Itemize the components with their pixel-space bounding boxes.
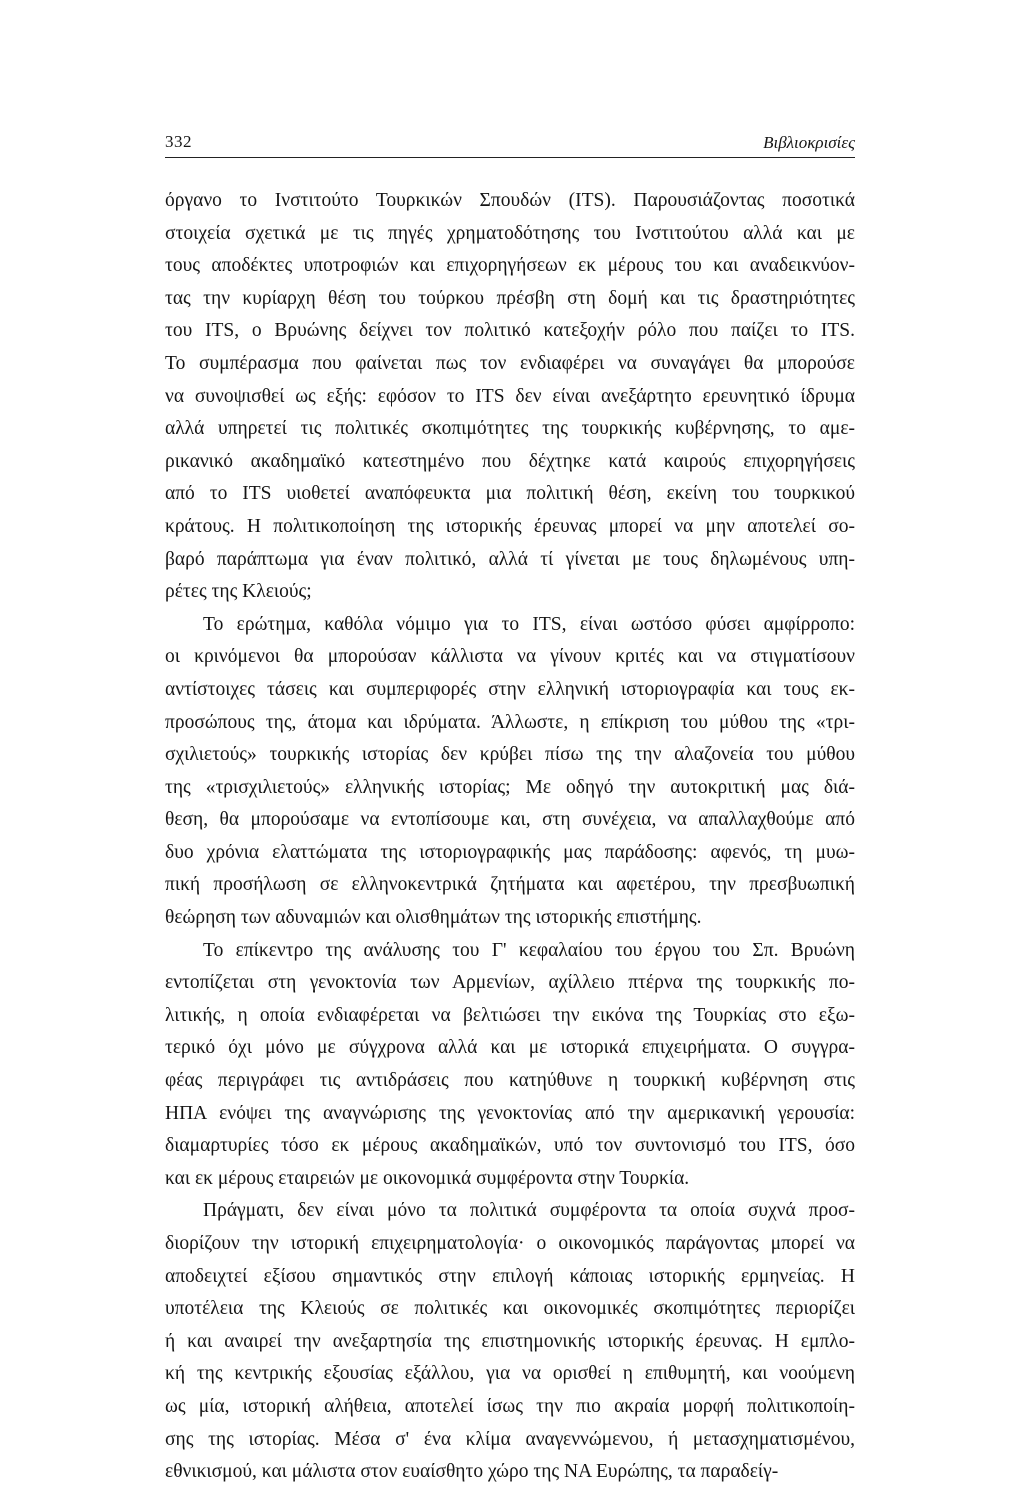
text-line: αποδειχτεί εξίσου σημαντικός στην επιλογή κάποιας ιστορικής ερμηνείας. Η	[165, 1265, 855, 1287]
text-line: ρέτες της Κλειούς;	[165, 581, 312, 603]
paragraph	[165, 1195, 855, 1488]
running-header	[165, 132, 855, 158]
text-line: να συνοψισθεί ως εξής: εφόσον το ITS δεν είναι ανεξάρτητο ερευνητικό ίδρυμα	[165, 385, 855, 407]
text-line: αντίστοιχες τάσεις και συμπεριφορές στην ελληνική ιστοριογραφία και τους εκ-	[165, 678, 855, 700]
text-line: και εκ μέρους εταιρειών με οικονομικά συμφέροντα στην Τουρκία.	[165, 1167, 690, 1189]
text-line: Πράγματι, δεν είναι μόνο τα πολιτικά συμφέροντα τα οποία συχνά προσ-	[203, 1200, 855, 1222]
paragraph	[165, 609, 855, 935]
body-text	[165, 185, 855, 1489]
text-line: αλλά υπηρετεί τις πολιτικές σκοπιμότητες της τουρκικής κυβέρνησης, το αμε-	[165, 418, 855, 440]
text-line: εθνικισμού, και μάλιστα στον ευαίσθητο χώρο της ΝΑ Ευρώπης, τα παραδείγ-	[165, 1461, 779, 1483]
text-line: ή και αναιρεί την ανεξαρτησία της επιστημονικής ιστορικής έρευνας. Η εμπλο-	[165, 1330, 855, 1352]
text-line: υποτέλεια της Κλειούς σε πολιτικές και οικονομικές σκοπιμότητες περιορίζει	[165, 1298, 855, 1320]
text-line: όργανο το Ινστιτούτο Τουρκικών Σπουδών (ITS). Παρουσιάζοντας ποσοτικά	[165, 190, 855, 211]
paragraph	[165, 185, 855, 609]
text-line: σχιλιετούς» τουρκικής ιστορίας δεν κρύβει πίσω της την αλαζονεία του μύθου	[165, 744, 855, 766]
text-line: διαμαρτυρίες τόσο εκ μέρους ακαδημαϊκών, υπό τον συντονισμό του ITS, όσο	[165, 1135, 855, 1157]
text-line: ρικανικό ακαδημαϊκό κατεστημένο που δέχτηκε κατά καιρούς επιχορηγήσεις	[165, 450, 855, 472]
header-rule	[165, 157, 855, 158]
text-line: προσώπους της, άτομα και ιδρύματα. Άλλωστε, η επίκριση του μύθου της «τρι-	[165, 711, 855, 733]
paragraph	[165, 935, 855, 1196]
text-line: θεση, θα μπορούσαμε να εντοπίσουμε και, στη συνέχεια, να απαλλαχθούμε από	[165, 809, 855, 831]
text-line: Το επίκεντρο της ανάλυσης του Γ' κεφαλαίου του έργου του Σπ. Βρυώνη	[203, 939, 855, 961]
text-line: τας την κυρίαρχη θέση του τούρκου πρέσβη στη δομή και τις δραστηριότητες	[165, 287, 855, 309]
text-line: φέας περιγράφει τις αντιδράσεις που κατηύθυνε η τουρκική κυβέρνηση στις	[165, 1070, 855, 1092]
text-line: σης της ιστορίας. Μέσα σ' ένα κλίμα αναγεννώμενου, ή μετασχηματισμένου,	[165, 1428, 855, 1450]
text-line: θεώρηση των αδυναμιών και ολισθημάτων της ιστορικής επιστήμης.	[165, 907, 702, 929]
text-line: Το ερώτημα, καθόλα νόμιμο για το ITS, είναι ωστόσο φύσει αμφίρροπο:	[203, 613, 855, 635]
text-line: εντοπίζεται στη γενοκτονία των Αρμενίων, αχίλλειο πτέρνα της τουρκικής πο-	[165, 972, 855, 994]
section-title: Βιβλιοκρισίες	[763, 133, 855, 152]
text-line: από το ITS υιοθετεί αναπόφευκτα μια πολιτική θέση, εκείνη του τουρκικού	[165, 483, 855, 505]
text-line: διορίζουν την ιστορική επιχειρηματολογία· ο οικονομικός παράγοντας μπορεί να	[165, 1233, 855, 1254]
text-line: κράτους. Η πολιτικοποίηση της ιστορικής έρευνας μπορεί να μην αποτελεί σο-	[165, 515, 855, 537]
text-line: πική προσήλωση σε ελληνοκεντρικά ζητήματα και αφετέρου, την πρεσβυωπική	[165, 874, 855, 896]
text-line: οι κρινόμενοι θα μπορούσαν κάλλιστα να γίνουν κριτές και να στιγματίσουν	[165, 646, 855, 668]
text-line: της «τρισχιλιετούς» ελληνικής ιστορίας; Με οδηγό την αυτοκριτική μας διά-	[165, 776, 855, 798]
text-line: Το συμπέρασμα που φαίνεται πως τον ενδιαφέρει να συναγάγει θα μπορούσε	[165, 352, 855, 374]
text-line: στοιχεία σχετικά με τις πηγές χρηματοδότησης του Ινστιτούτου αλλά και με	[165, 222, 855, 244]
text-line: του ITS, ο Βρυώνης δείχνει τον πολιτικό κατεξοχήν ρόλο που παίζει το ITS.	[165, 320, 855, 342]
text-line: ως μία, ιστορική αλήθεια, αποτελεί ίσως την πιο ακραία μορφή πολιτικοποίη-	[165, 1395, 855, 1417]
text-line: δυο χρόνια ελαττώματα της ιστοριογραφικής μας παράδοσης: αφενός, τη μυω-	[165, 841, 855, 863]
page-number: 332	[165, 132, 192, 151]
text-line: τερικό όχι μόνο με σύγχρονα αλλά και με ιστορικά επιχειρήματα. Ο συγγρα-	[165, 1037, 855, 1059]
text-line: κή της κεντρικής εξουσίας εξάλλου, για να ορισθεί η επιθυμητή, και νοούμενη	[165, 1363, 855, 1385]
text-line: λιτικής, η οποία ενδιαφέρεται να βελτιώσει την εικόνα της Τουρκίας στο εξω-	[165, 1004, 855, 1026]
text-line: βαρό παράπτωμα για έναν πολιτικό, αλλά τί γίνεται με τους δηλωμένους υπη-	[165, 548, 855, 570]
text-line: ΗΠΑ ενόψει της αναγνώρισης της γενοκτονίας από την αμερικανική γερουσία:	[165, 1102, 855, 1124]
text-line: τους αποδέκτες υποτροφιών και επιχορηγήσεων εκ μέρους του και αναδεικνύον-	[165, 255, 855, 277]
